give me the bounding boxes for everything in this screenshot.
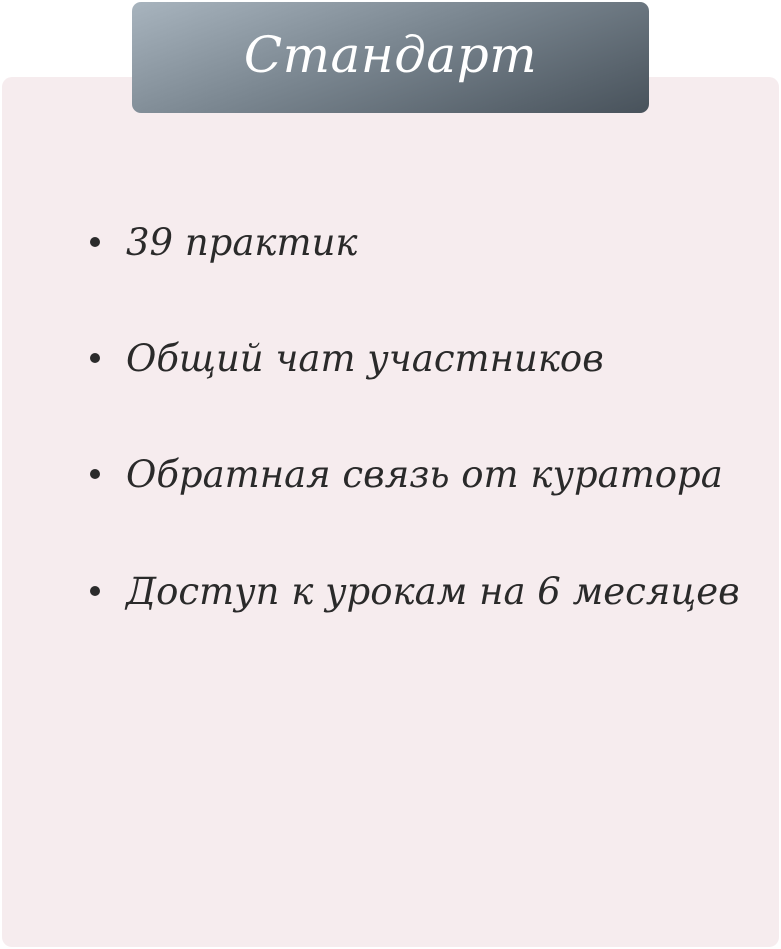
plan-title-badge <box>132 2 649 113</box>
feature-item <box>90 212 358 272</box>
bullet-icon <box>90 586 100 596</box>
feature-item <box>90 444 723 504</box>
bullet-icon <box>90 237 100 247</box>
plan-title: Стандарт <box>243 25 538 84</box>
feature-item <box>90 561 740 621</box>
feature-label: Доступ к урокам на 6 месяцев <box>126 569 740 613</box>
feature-item <box>90 328 604 388</box>
feature-label: Обратная связь от куратора <box>126 452 723 496</box>
pricing-plan-card <box>2 77 779 947</box>
bullet-icon <box>90 469 100 479</box>
bullet-icon <box>90 353 100 363</box>
feature-label: 39 практик <box>126 220 358 264</box>
feature-label: Общий чат участников <box>126 336 604 380</box>
